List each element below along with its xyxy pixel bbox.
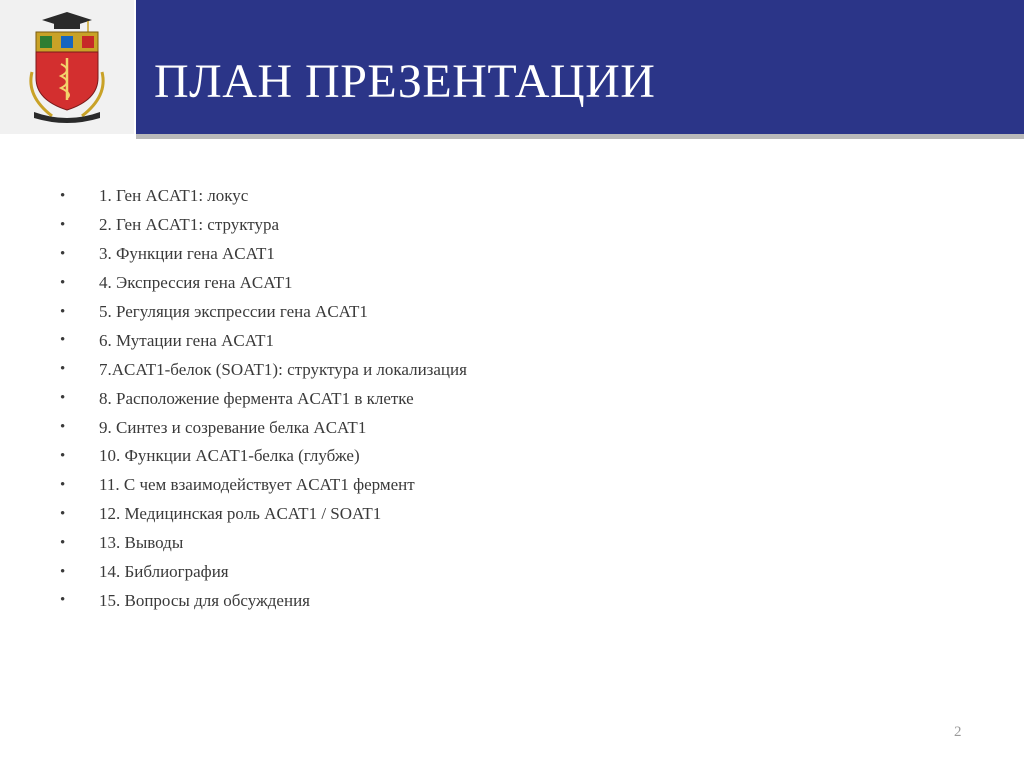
bullet-icon: •: [60, 447, 66, 464]
agenda-list: [60, 182, 467, 615]
bullet-icon: •: [60, 361, 66, 378]
list-item-label: 13. Выводы: [99, 533, 184, 553]
logo-panel: [0, 0, 134, 134]
list-item: [60, 355, 467, 384]
list-item: [60, 269, 467, 298]
list-item-label: 15. Вопросы для обсуждения: [99, 590, 310, 610]
list-item: [60, 558, 467, 587]
list-item: [60, 413, 467, 442]
list-item-label: 9. Синтез и созревание белка ACAT1: [99, 417, 367, 437]
list-item-label: 8. Расположение фермента ACAT1 в клетке: [99, 388, 414, 408]
page-number: 2: [954, 724, 962, 740]
list-item-label: 10. Функции ACAT1-белка (глубже): [99, 446, 360, 466]
list-item: [60, 586, 467, 615]
list-item-label: 12. Медицинская роль ACAT1 / SOAT1: [99, 504, 382, 524]
bullet-icon: •: [60, 505, 66, 522]
bullet-icon: •: [60, 390, 66, 407]
bullet-icon: •: [60, 592, 66, 609]
list-item: [60, 442, 467, 471]
bullet-icon: •: [60, 187, 66, 204]
list-item: [60, 182, 467, 211]
bullet-icon: •: [60, 419, 66, 436]
list-item: [60, 211, 467, 240]
list-item: [60, 298, 467, 327]
bullet-icon: •: [60, 303, 66, 320]
list-item-label: 2. Ген ACAT1: структура: [99, 215, 280, 235]
list-item-label: 3. Функции гена ACAT1: [99, 244, 275, 264]
bullet-icon: •: [60, 216, 66, 233]
bullet-icon: •: [60, 534, 66, 551]
university-crest-icon: [22, 12, 112, 124]
bullet-icon: •: [60, 245, 66, 262]
list-item: [60, 384, 467, 413]
list-item-label: 1. Ген ACAT1: локус: [99, 186, 249, 206]
list-item: [60, 471, 467, 500]
bullet-icon: •: [60, 332, 66, 349]
bullet-icon: •: [60, 476, 66, 493]
list-item-label: 11. С чем взаимодействует ACAT1 фермент: [99, 475, 415, 495]
list-item: [60, 500, 467, 529]
list-item: [60, 240, 467, 269]
bullet-icon: •: [60, 563, 66, 580]
list-item-label: 6. Мутации гена ACAT1: [99, 330, 274, 350]
list-item-label: 14. Библиография: [99, 562, 229, 582]
list-item-label: 7.ACAT1-белок (SOAT1): структура и локализация: [99, 359, 467, 379]
list-item: [60, 529, 467, 558]
page-title: ПЛАН ПРЕЗЕНТАЦИИ: [154, 55, 656, 108]
list-item-label: 4. Экспрессия гена ACAT1: [99, 273, 293, 293]
list-item: [60, 326, 467, 355]
list-item-label: 5. Регуляция экспрессии гена ACAT1: [99, 302, 368, 321]
bullet-icon: •: [60, 274, 66, 291]
